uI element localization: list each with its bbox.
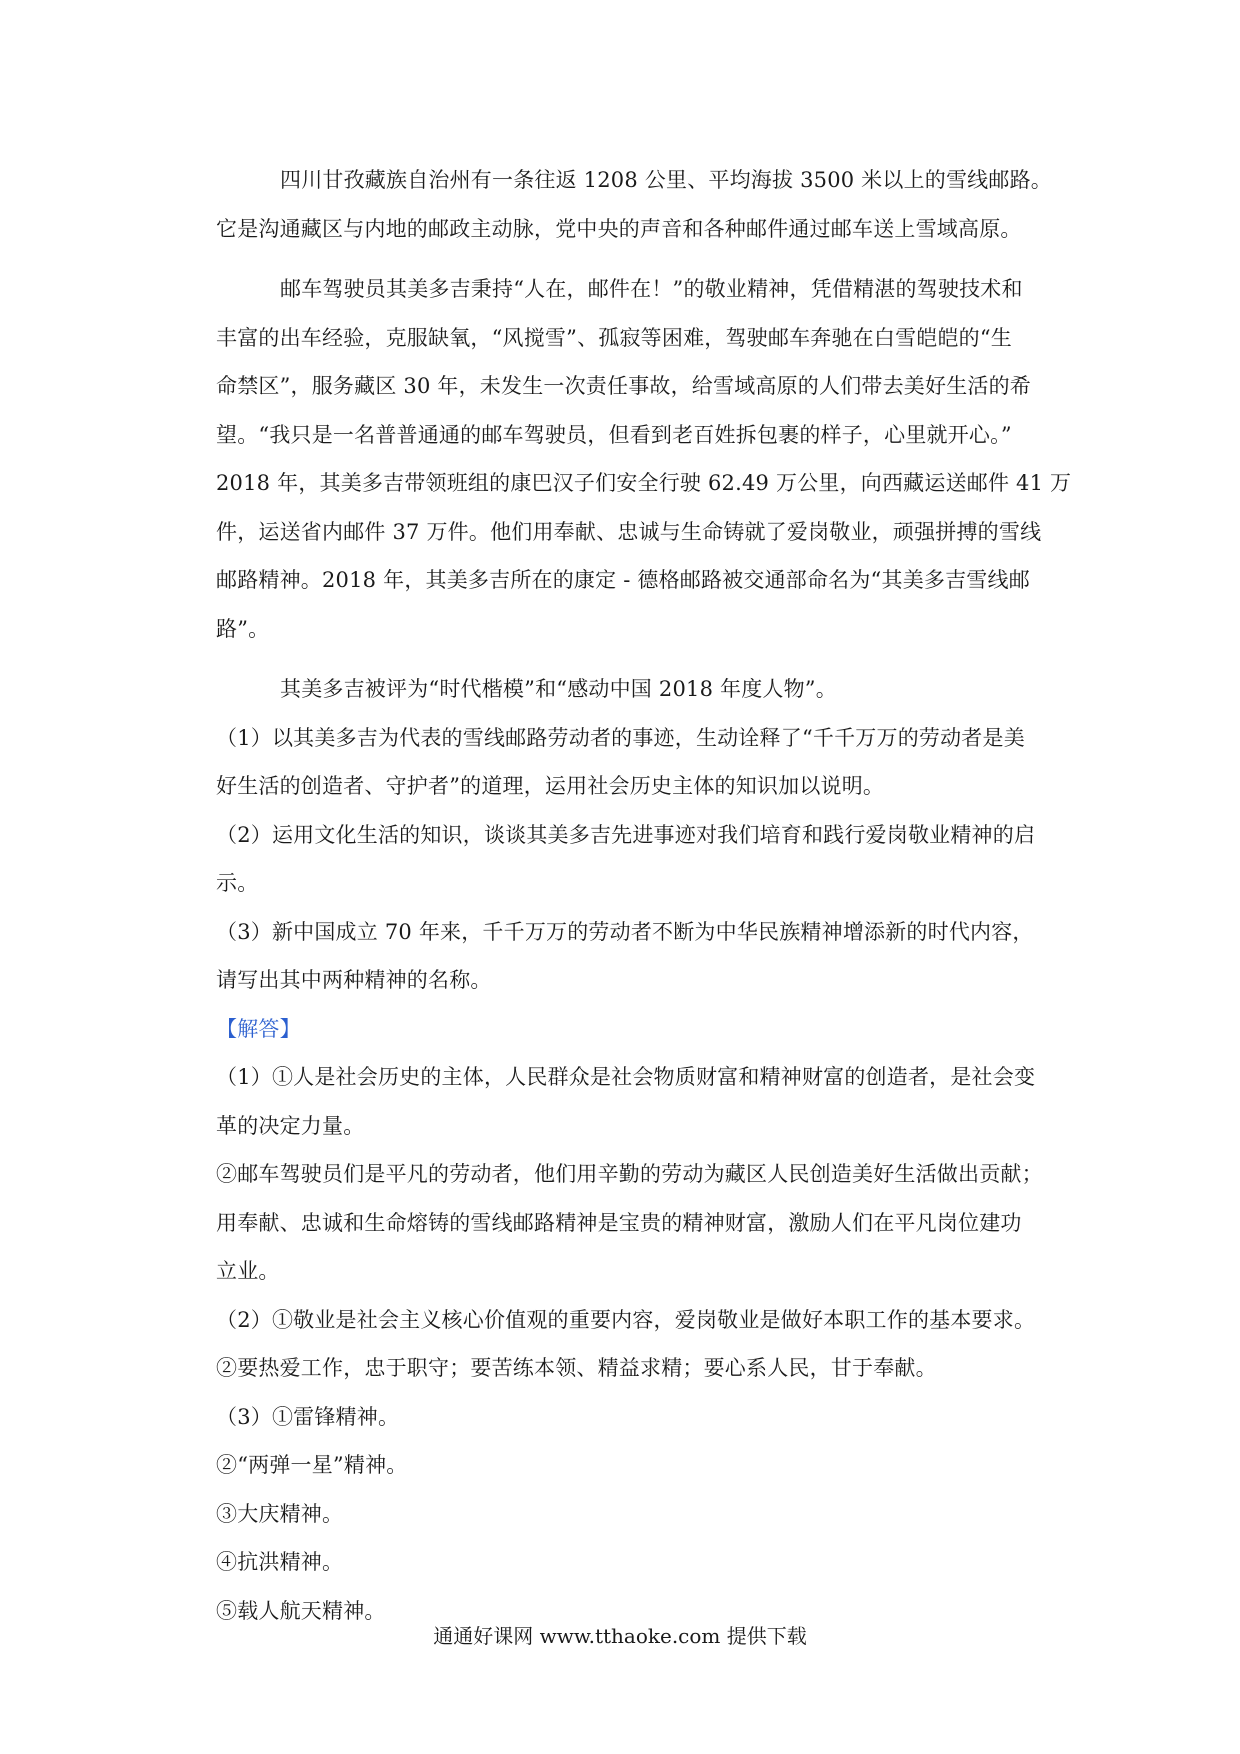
answer-1 xyxy=(216,1053,1054,1296)
text-line: 件，运送省内邮件 37 万件。他们用奉献、忠诚与生命铸就了爱岗敬业，顽强拼搏的雪线 xyxy=(216,519,1042,544)
text-line: 望。“我只是一名普普通通的邮车驾驶员，但看到老百姓拆包裹的样子，心里就开心。” xyxy=(216,422,1012,447)
text-line: （3）新中国成立 70 年来，千千万万的劳动者不断为中华民族精神增添新的时代内容， xyxy=(216,919,1034,944)
text-line: （1）以其美多吉为代表的雪线邮路劳动者的事迹，生动诠释了“千千万万的劳动者是美 xyxy=(216,725,1025,750)
text-line: ④抗洪精神。 xyxy=(216,1550,344,1574)
answer-2 xyxy=(216,1296,1054,1393)
answer-heading: 【解答】 xyxy=(216,1016,301,1041)
text-line: ②要热爱工作，忠于职守；要苦练本领、精益求精；要心系人民，甘于奉献。 xyxy=(216,1356,937,1380)
text-line: 命禁区”，服务藏区 30 年，未发生一次责任事故，给雪域高原的人们带去美好生活的希 xyxy=(216,374,1032,398)
text-line: （2）①敬业是社会主义核心价值观的重要内容，爱岗敬业是做好本职工作的基本要求。 xyxy=(216,1307,1036,1332)
text-line: 邮车驾驶员其美多吉秉持“人在，邮件在！”的敬业精神，凭借精湛的驾驶技术和 xyxy=(280,277,1023,301)
document-body xyxy=(216,156,1072,1635)
text-line: ⑤载人航天精神。 xyxy=(216,1598,386,1623)
question-3 xyxy=(216,908,1054,1005)
text-line: 立业。 xyxy=(216,1259,280,1283)
text-line: 示。 xyxy=(216,871,259,895)
text-line: 它是沟通藏区与内地的邮政主动脉，党中央的声音和各种邮件通过邮车送上雪域高原。 xyxy=(216,216,1022,241)
text-line: ②“两弹一星”精神。 xyxy=(216,1453,408,1477)
text-line: ②邮车驾驶员们是平凡的劳动者，他们用辛勤的劳动为藏区人民创造美好生活做出贡献； xyxy=(216,1162,1043,1186)
text-line: （1）①人是社会历史的主体，人民群众是社会物质财富和精神财富的创造者，是社会变 xyxy=(216,1065,1036,1089)
text-line: （2）运用文化生活的知识，谈谈其美多吉先进事迹对我们培育和践行爱岗敬业精神的启 xyxy=(216,822,1036,847)
text-line: 请写出其中两种精神的名称。 xyxy=(216,968,492,992)
passage-paragraph-1 xyxy=(216,156,1054,253)
text-line: 丰富的出车经验，克服缺氧，“风搅雪”、孤寂等困难，驾驶邮车奔驰在白雪皑皑的“生 xyxy=(216,325,1013,350)
text-line: 邮路精神。2018 年，其美多吉所在的康定 - 德格邮路被交通部命名为“其美多吉雪线邮 xyxy=(216,568,1030,592)
text-line: ③大庆精神。 xyxy=(216,1501,344,1526)
text-line: 路”。 xyxy=(216,616,270,641)
text-line: 革的决定力量。 xyxy=(216,1113,365,1138)
text-line: 2018 年，其美多吉带领班组的康巴汉子们安全行驶 62.49 万公里，向西藏运送邮件 41 万 xyxy=(216,471,1072,495)
text-line: 用奉献、忠诚和生命熔铸的雪线邮路精神是宝贵的精神财富，激励人们在平凡岗位建功 xyxy=(216,1210,1022,1235)
passage-paragraph-2 xyxy=(216,265,1072,653)
passage-paragraph-3 xyxy=(216,665,1054,714)
text-line: 四川甘孜藏族自治州有一条往返 1208 公里、平均海拔 3500 米以上的雪线邮路。 xyxy=(280,168,1052,192)
text-line: 好生活的创造者、守护者”的道理，运用社会历史主体的知识加以说明。 xyxy=(216,774,885,798)
text-line: （3）①雷锋精神。 xyxy=(216,1404,400,1429)
page-footer: 通通好课网 www.tthaoke.com 提供下载 xyxy=(433,1624,807,1648)
text-line: 其美多吉被评为“时代楷模”和“感动中国 2018 年度人物”。 xyxy=(280,677,837,701)
question-1 xyxy=(216,714,1054,811)
answer-3 xyxy=(216,1393,1054,1636)
question-2 xyxy=(216,811,1054,908)
